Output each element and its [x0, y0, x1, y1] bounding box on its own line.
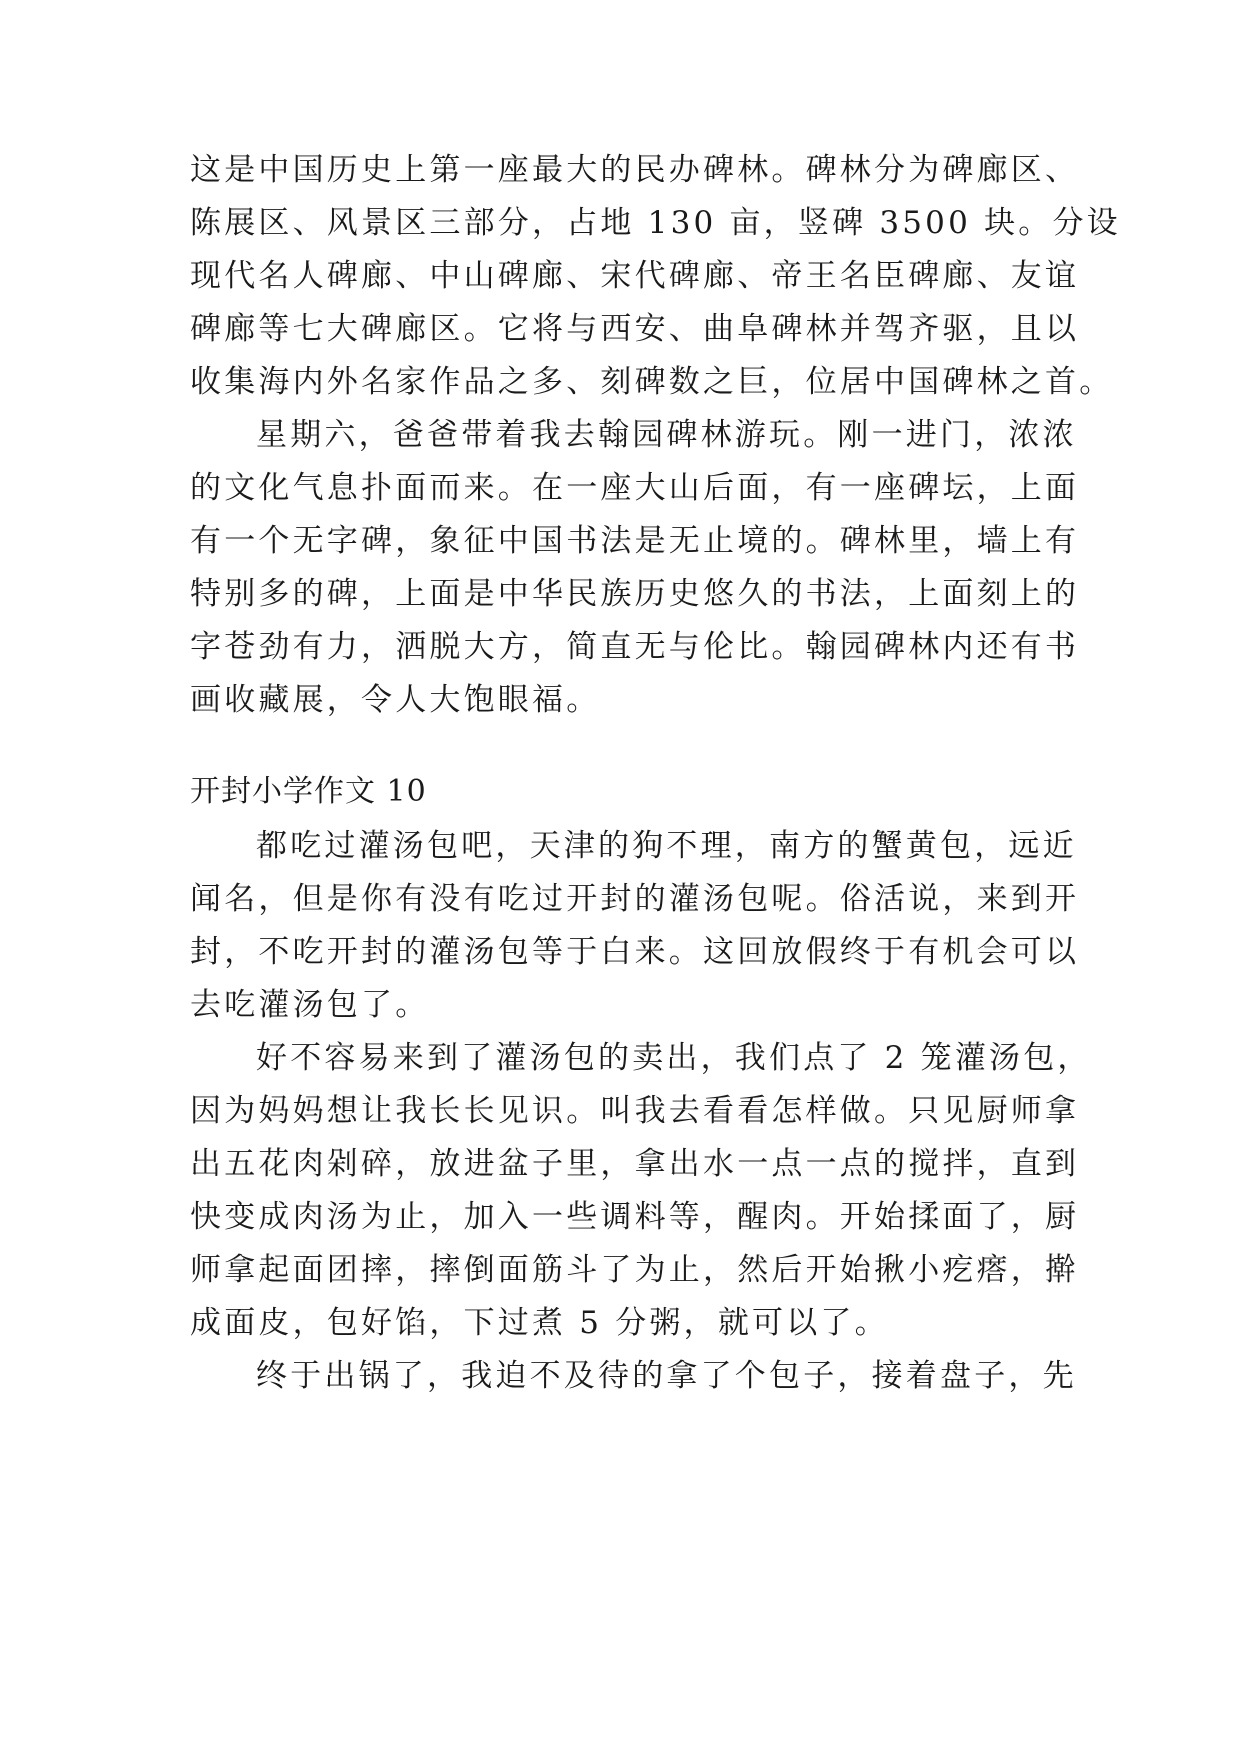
paragraph-line: 好不容易来到了灌汤包的卖出，我们点了 2 笼灌汤包， [256, 1040, 1092, 1076]
paragraph-line: 闻名，但是你有没有吃过开封的灌汤包呢。俗活说，来到开 [190, 881, 1080, 917]
paragraph-line: 的文化气息扑面而来。在一座大山后面，有一座碑坛，上面 [190, 470, 1080, 506]
paragraph-line: 成面皮，包好馅，下过煮 5 分粥，就可以了。 [190, 1305, 889, 1341]
paragraph-line: 有一个无字碑，象征中国书法是无止境的。碑林里，墙上有 [190, 523, 1080, 559]
paragraph-line: 特别多的碑，上面是中华民族历史悠久的书法，上面刻上的 [190, 576, 1080, 612]
paragraph-line: 终于出锅了，我迫不及待的拿了个包子，接着盘子，先 [256, 1358, 1077, 1394]
paragraph-line: 画收藏展，令人大饱眼福。 [190, 682, 601, 718]
paragraph-line: 碑廊等七大碑廊区。它将与西安、曲阜碑林并驾齐驱，且以 [190, 311, 1080, 347]
section-heading: 开封小学作文 10 [190, 774, 427, 809]
paragraph-line: 收集海内外名家作品之多、刻碑数之巨，位居中国碑林之首。 [190, 364, 1114, 400]
paragraph-line: 字苍劲有力，洒脱大方，简直无与伦比。翰园碑林内还有书 [190, 629, 1080, 665]
paragraph-line: 星期六，爸爸带着我去翰园碑林游玩。刚一进门，浓浓 [256, 417, 1077, 453]
paragraph-line: 封，不吃开封的灌汤包等于白来。这回放假终于有机会可以 [190, 934, 1080, 970]
paragraph-line: 快变成肉汤为止，加入一些调料等，醒肉。开始揉面了，厨 [190, 1199, 1080, 1235]
paragraph-line: 现代名人碑廊、中山碑廊、宋代碑廊、帝王名臣碑廊、友谊 [190, 258, 1080, 294]
paragraph-line: 去吃灌汤包了。 [190, 987, 430, 1023]
paragraph-line: 师拿起面团摔，摔倒面筋斗了为止，然后开始揪小疙瘩，擀 [190, 1252, 1080, 1288]
paragraph-line: 陈展区、风景区三部分，占地 130 亩，竖碑 3500 块。分设 [190, 205, 1121, 241]
paragraph-line: 都吃过灌汤包吧，天津的狗不理，南方的蟹黄包，远近 [256, 828, 1077, 864]
paragraph-line: 因为妈妈想让我长长见识。叫我去看看怎样做。只见厨师拿 [190, 1093, 1080, 1129]
paragraph-line: 这是中国历史上第一座最大的民办碑林。碑林分为碑廊区、 [190, 152, 1080, 188]
paragraph-line: 出五花肉剁碎，放进盆子里，拿出水一点一点的搅拌，直到 [190, 1146, 1080, 1182]
